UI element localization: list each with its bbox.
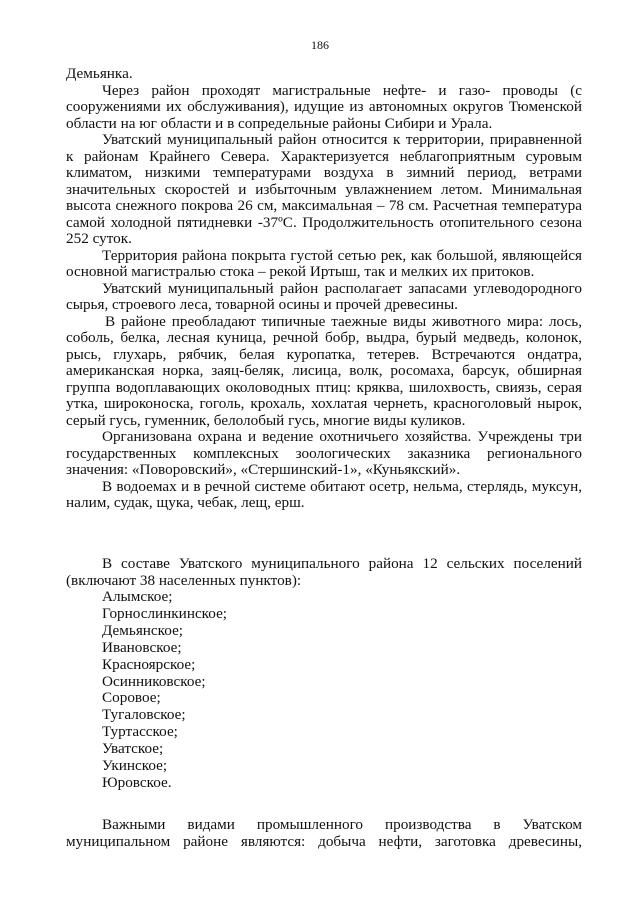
list-item: Ивановское; bbox=[102, 638, 182, 656]
list-item: Юровское. bbox=[102, 773, 172, 791]
settlements-intro-block bbox=[66, 556, 582, 589]
list-item: Соровое; bbox=[102, 689, 161, 707]
paragraph: Через район проходят магистральные нефте- и газо- проводы (с сооружениями их обслуживания), идущие из автономных округов Тюменской области на юг области и в сопредельные районы Сибири и Урала. bbox=[66, 81, 582, 132]
list-item: Осинниковское; bbox=[102, 672, 206, 690]
closing-paragraph: Важными видами промышленного производства в Уватском муниципальном районе являются: добыча нефти, заготовка древесины, bbox=[66, 816, 582, 850]
paragraph: Уватский муниципальный район относится к территории, приравненной к районам Крайнего Севера. Характеризуется неблагоприятным суровым климатом, низкими температурами воздуха в зимний период, ветрами значительных скоростей и избыточным увлажнением летом. Минимальная высота снежного покрова 26 см, максимальная – 78 см. Расчетная температура самой холодной пятидневки -37ºС. Продолжительность отопительного сезона 252 суток. bbox=[66, 131, 582, 247]
settlements-intro: В составе Уватского муниципального района 12 сельских поселений (включают 38 населенных пунктов): bbox=[66, 555, 582, 589]
settlements-list bbox=[102, 589, 502, 792]
list-item: Демьянское; bbox=[102, 621, 184, 639]
list-item: Уватское; bbox=[102, 740, 164, 758]
list-item: Туртасское; bbox=[102, 723, 178, 741]
list-item: Алымское; bbox=[102, 588, 173, 605]
paragraph: Демьянка. bbox=[66, 65, 133, 82]
paragraph: Уватский муниципальный район располагает запасами углеводородного сырья, строевого леса, товарной осины и прочей древесины. bbox=[66, 279, 582, 313]
list-item: Укинское; bbox=[102, 757, 168, 775]
paragraph: В районе преобладают типичные таежные виды животного мира: лось, соболь, белка, лесная куница, речной бобр, выдра, бурый медведь, колонок, рысь, глухарь, рябчик, белая куропатка, тетерев. Встречаются ондатра, американская норка, заяц-беляк, лисица, волк, росомаха, барсук, обширная группа водоплавающих околоводных птиц: кряква, шилохвость, свиязь, серая утка, широконоска, гоголь, крохаль, хохлатая чернеть, красноголовый нырок, серый гусь, гуменник, белолобый гусь, многие виды куликов. bbox=[66, 312, 582, 429]
page-number: 186 bbox=[311, 38, 329, 52]
document-body bbox=[66, 66, 582, 512]
paragraph: Территория района покрыта густой сетью рек, как большой, являющейся основной магистралью стока – рекой Иртыш, так и мелких их притоков. bbox=[66, 246, 582, 280]
list-item: Тугаловское; bbox=[102, 706, 186, 724]
list-item: Красноярское; bbox=[102, 655, 196, 673]
list-item: Горнослинкинское; bbox=[102, 604, 228, 622]
closing-block bbox=[66, 817, 582, 850]
paragraph: В водоемах и в речной системе обитают осетр, нельма, стерлядь, муксун, налим, судак, щука, чебак, лещ, ерш. bbox=[66, 477, 582, 511]
paragraph: Организована охрана и ведение охотничьего хозяйства. Учреждены три государственных комплексных зоологических заказника регионального значения: «Поворовский», «Стершинский-1», «Куньякский». bbox=[66, 428, 582, 478]
